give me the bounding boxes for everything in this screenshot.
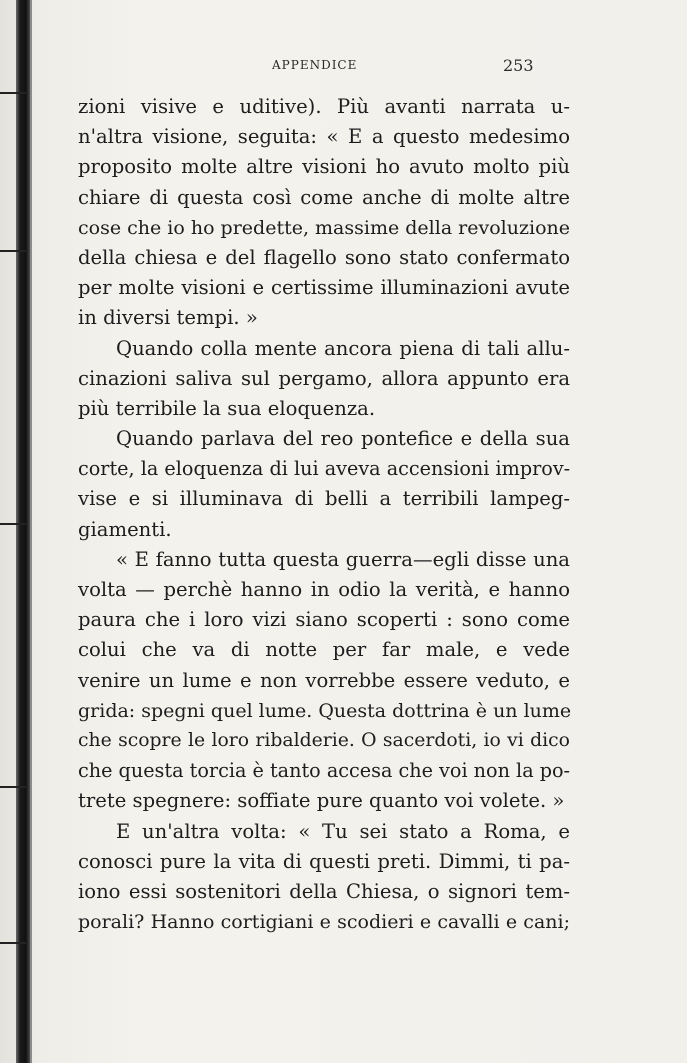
binding-edge — [30, 0, 32, 1063]
text-line: grida: spegni quel lume. Questa dottrina è un lume — [78, 699, 572, 722]
text-line: Quando parlava del reo pontefice e della sua — [116, 427, 570, 451]
margin-mark — [0, 250, 26, 252]
margin-mark — [0, 942, 26, 944]
text-line: cinazioni saliva sul pergamo, allora appunto era — [78, 366, 570, 390]
text-line: corte, la eloquenza di lui aveva accensioni improv- — [78, 457, 571, 481]
text-line: cose che io ho predette, massime della revoluzione — [78, 216, 571, 239]
text-line: conosci pure la vita di questi preti. Dimmi, ti pa- — [78, 849, 570, 873]
text-line: vise e si illuminava di belli a terribili lampeg- — [78, 487, 570, 511]
text-line: che questa torcia è tanto accesa che voi non la po- — [78, 759, 571, 783]
text-line: paura che i loro vizi siano scoperti : sono come — [78, 608, 570, 632]
book-binding — [16, 0, 30, 1063]
text-line: Quando colla mente ancora piena di tali allu- — [116, 336, 570, 360]
running-title: APPENDICE — [272, 58, 358, 72]
text-line: venire un lume e non vorrebbe essere veduto, e — [78, 668, 570, 692]
text-line: per molte visioni e certissime illuminazioni avute — [78, 276, 570, 300]
text-line: che scopre le loro ribalderie. O sacerdoti, io vi dico — [78, 729, 570, 751]
body-text — [78, 92, 570, 937]
text-line: iono essi sostenitori della Chiesa, o signori tem- — [78, 879, 570, 903]
text-line: proposito molte altre visioni ho avuto molto più — [78, 155, 570, 179]
text-line: della chiesa e del flagello sono stato confermato — [78, 245, 570, 269]
text-line: giamenti. — [78, 517, 172, 541]
page-header — [0, 56, 687, 80]
margin-mark — [0, 523, 26, 525]
text-line: « E fanno tutta questa guerra—egli disse una — [116, 547, 570, 571]
margin-mark — [0, 786, 26, 788]
text-line: chiare di questa così come anche di molte altre — [78, 185, 570, 209]
text-line: n'altra visione, seguita: « E a questo medesimo — [78, 125, 570, 149]
text-line: porali? Hanno cortigiani e scodieri e cavalli e cani; — [78, 911, 570, 934]
text-line: colui che va di notte per far male, e vede — [78, 638, 570, 662]
text-line: più terribile la sua eloquenza. — [78, 396, 376, 420]
margin-mark — [0, 92, 26, 94]
text-line: volta — perchè hanno in odio la verità, e hanno — [78, 578, 570, 601]
page-number: 253 — [503, 56, 534, 75]
text-line: trete spegnere: soffiate pure quanto voi volete. » — [78, 789, 565, 813]
text-line: in diversi tempi. » — [78, 306, 258, 330]
text-line: E un'altra volta: « Tu sei stato a Roma, e — [116, 819, 570, 843]
text-line: zioni visive e uditive). Più avanti narrata u- — [78, 95, 570, 118]
